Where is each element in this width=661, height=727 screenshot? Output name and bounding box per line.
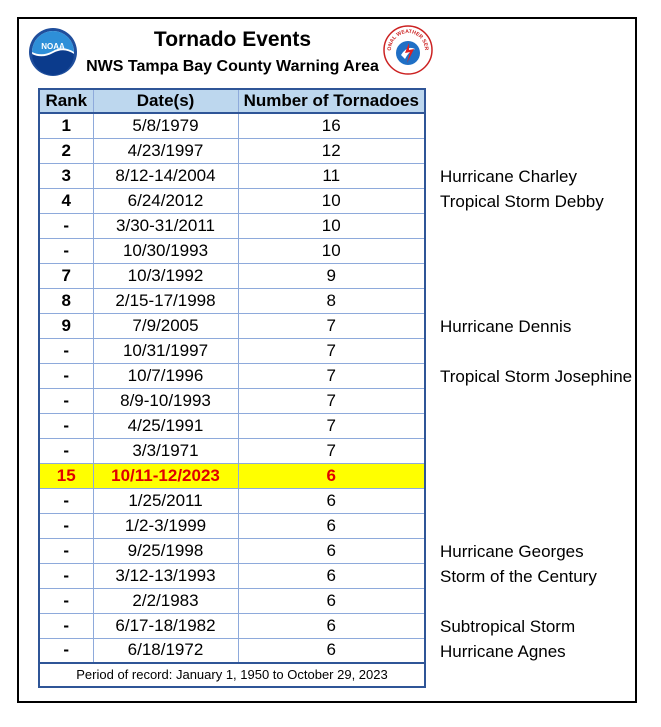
count-cell: 10 [238, 188, 425, 213]
column-header-tornadoes: Number of Tornadoes [238, 89, 425, 113]
table-row [39, 113, 425, 138]
table-row [39, 538, 425, 563]
table-row [39, 388, 425, 413]
rank-cell: 3 [39, 163, 93, 188]
table-row [39, 313, 425, 338]
count-cell: 9 [238, 263, 425, 288]
count-cell: 7 [238, 313, 425, 338]
page-subtitle: NWS Tampa Bay County Warning Area [86, 58, 379, 75]
table-row [39, 513, 425, 538]
table-row [39, 163, 425, 188]
rank-cell: - [39, 538, 93, 563]
date-cell: 1/2-3/1999 [93, 513, 238, 538]
date-cell: 10/7/1996 [93, 363, 238, 388]
date-cell: 6/24/2012 [93, 188, 238, 213]
noaa-logo-text: NOAA [41, 42, 65, 51]
rank-cell: - [39, 563, 93, 588]
table-row [39, 463, 425, 488]
count-cell: 6 [238, 538, 425, 563]
date-cell: 6/17-18/1982 [93, 613, 238, 638]
count-cell: 10 [238, 238, 425, 263]
date-cell: 3/30-31/2011 [93, 213, 238, 238]
nws-logo [383, 25, 433, 75]
count-cell: 10 [238, 213, 425, 238]
count-cell: 6 [238, 638, 425, 663]
rank-cell: 9 [39, 313, 93, 338]
rank-cell: - [39, 388, 93, 413]
date-cell: 3/12-13/1993 [93, 563, 238, 588]
date-cell: 2/15-17/1998 [93, 288, 238, 313]
table-row [39, 438, 425, 463]
rank-cell: - [39, 613, 93, 638]
table-row [39, 638, 425, 663]
rank-cell: - [39, 338, 93, 363]
storm-note: Subtropical Storm [440, 617, 576, 636]
rank-cell: - [39, 213, 93, 238]
column-header-dates: Date(s) [93, 89, 238, 113]
storm-note: Hurricane Agnes [440, 642, 566, 661]
count-cell: 7 [238, 363, 425, 388]
rank-cell: 4 [39, 188, 93, 213]
date-cell: 6/18/1972 [93, 638, 238, 663]
table-row [39, 213, 425, 238]
date-cell: 7/9/2005 [93, 313, 238, 338]
storm-note: Tropical Storm Josephine [440, 367, 633, 386]
date-cell: 10/11-12/2023 [93, 463, 238, 488]
date-cell: 5/8/1979 [93, 113, 238, 138]
count-cell: 16 [238, 113, 425, 138]
storm-note: Tropical Storm Debby [440, 192, 604, 211]
table-row [39, 238, 425, 263]
count-cell: 6 [238, 513, 425, 538]
storm-note: Storm of the Century [440, 567, 597, 586]
storm-note: Hurricane Georges [440, 542, 584, 561]
noaa-logo [28, 27, 78, 77]
count-cell: 7 [238, 413, 425, 438]
date-cell: 10/30/1993 [93, 238, 238, 263]
table-row [39, 288, 425, 313]
rank-cell: 8 [39, 288, 93, 313]
date-cell: 10/3/1992 [93, 263, 238, 288]
count-cell: 6 [238, 563, 425, 588]
table-header-row [39, 89, 425, 113]
count-cell: 7 [238, 388, 425, 413]
period-of-record: Period of record: January 1, 1950 to October 29, 2023 [39, 663, 425, 687]
table-row [39, 563, 425, 588]
rank-cell: 7 [39, 263, 93, 288]
date-cell: 2/2/1983 [93, 588, 238, 613]
storm-note: Hurricane Charley [440, 167, 577, 186]
rank-cell: - [39, 638, 93, 663]
count-cell: 6 [238, 588, 425, 613]
date-cell: 10/31/1997 [93, 338, 238, 363]
rank-cell: 1 [39, 113, 93, 138]
count-cell: 7 [238, 438, 425, 463]
footer-row [39, 663, 425, 687]
rank-cell: - [39, 363, 93, 388]
count-cell: 6 [238, 488, 425, 513]
table-row [39, 338, 425, 363]
rank-cell: - [39, 513, 93, 538]
table-row [39, 263, 425, 288]
rank-cell: - [39, 238, 93, 263]
rank-cell: - [39, 588, 93, 613]
date-cell: 4/25/1991 [93, 413, 238, 438]
date-cell: 9/25/1998 [93, 538, 238, 563]
rank-cell: - [39, 413, 93, 438]
count-cell: 6 [238, 613, 425, 638]
nws-logo-text: ONAL WEATHER SER [386, 28, 430, 51]
table-row [39, 188, 425, 213]
column-header-rank: Rank [39, 89, 93, 113]
count-cell: 12 [238, 138, 425, 163]
rank-cell: - [39, 438, 93, 463]
table-row [39, 613, 425, 638]
count-cell: 6 [238, 463, 425, 488]
table-row [39, 363, 425, 388]
date-cell: 8/12-14/2004 [93, 163, 238, 188]
rank-cell: - [39, 488, 93, 513]
tornado-table [38, 88, 426, 688]
rank-cell: 2 [39, 138, 93, 163]
storm-note: Hurricane Dennis [440, 317, 572, 336]
page-title: Tornado Events [153, 28, 312, 51]
date-cell: 8/9-10/1993 [93, 388, 238, 413]
table-row [39, 488, 425, 513]
count-cell: 11 [238, 163, 425, 188]
table-row [39, 588, 425, 613]
count-cell: 7 [238, 338, 425, 363]
rank-cell: 15 [39, 463, 93, 488]
date-cell: 1/25/2011 [93, 488, 238, 513]
table-row [39, 413, 425, 438]
date-cell: 4/23/1997 [93, 138, 238, 163]
table-row [39, 138, 425, 163]
date-cell: 3/3/1971 [93, 438, 238, 463]
count-cell: 8 [238, 288, 425, 313]
